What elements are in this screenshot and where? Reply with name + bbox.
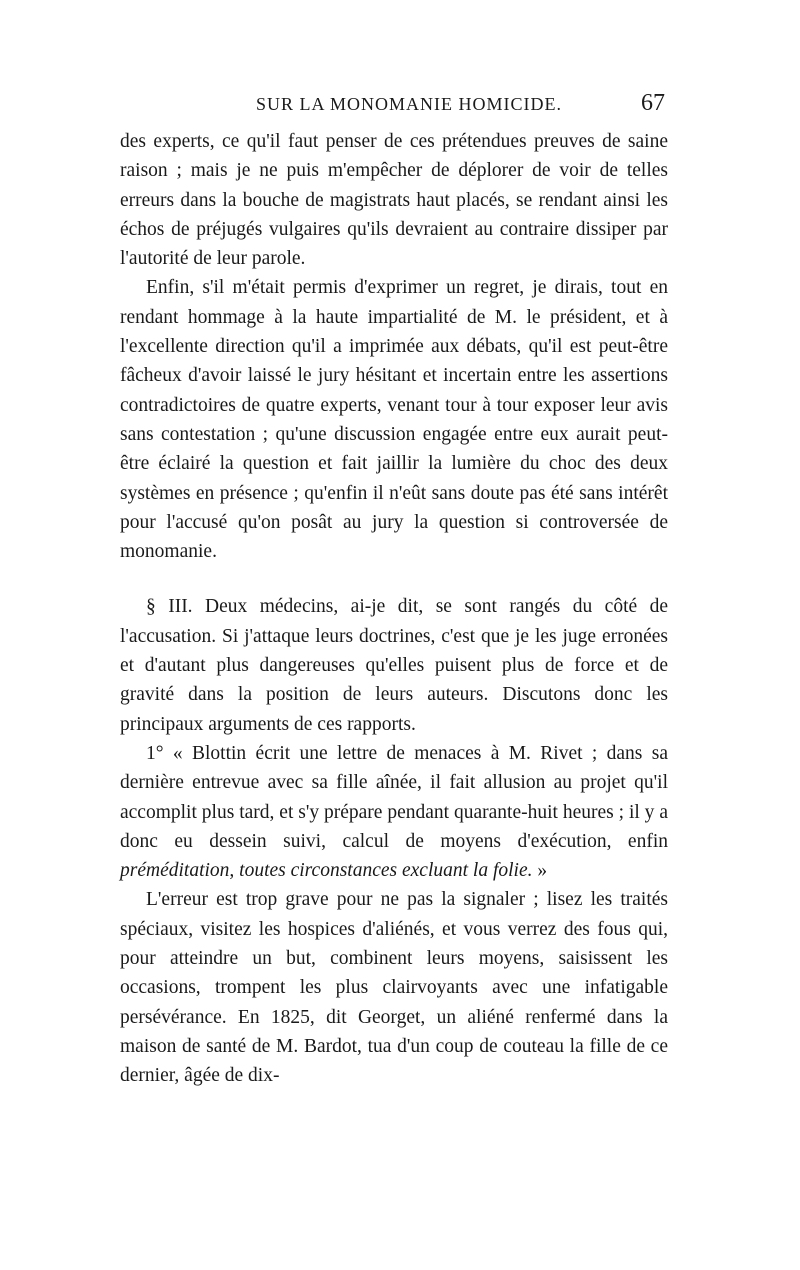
- page-header: [120, 90, 665, 124]
- running-title: SUR LA MONOMANIE HOMICIDE.: [256, 94, 563, 114]
- paragraph-1: des experts, ce qu'il faut penser de ces prétendues preuves de saine raison ; mais je ne puis m'empêcher de déplorer de voir de telles erreurs dans la bouche de magistrats haut placés, se rendant ainsi les échos de préjugés vulgaires qu'ils devraient au contraire dissiper par l'autorité de leur parole.: [120, 131, 668, 270]
- quotation-text: 1° « Blottin écrit une lettre de menaces à M. Rivet ; dans sa dernière entrevue avec sa fille aînée, il fait allusion au projet qu'il accomplit plus tard, et s'y prépare pendant quarante-huit heures ; il y a donc eu dessein suivi, calcul de moyens d'exécution, enfin: [120, 742, 668, 852]
- body-text: [120, 127, 668, 1091]
- paragraph-5: L'erreur est trop grave pour ne pas la signaler ; lisez les traités spéciaux, visitez les hospices d'aliénés, et vous verrez des fous qui, pour atteindre un but, combinent leurs moyens, saisissent les occasions, trompent les plus clairvoyants avec une infatigable persévérance. En 1825, dit Georget, un aliéné renfermé dans la maison de santé de M. Bardot, tua d'un coup de couteau la fille de ce dernier, âgée de dix-: [120, 889, 668, 1087]
- paragraph-2: Enfin, s'il m'était permis d'exprimer un regret, je dirais, tout en rendant hommage à la haute impartialité de M. le président, et à l'excellente direction qu'il a imprimée aux débats, qu'il est peut-être fâcheux d'avoir laissé le jury hésitant et incertain entre les assertions contradictoires de quatre experts, venant tour à tour exposer leur avis sans contestation ; qu'une discussion engagée entre eux aurait peut-être éclairé la question et fait jaillir la lumière du choc des deux systèmes en présence ; qu'enfin il n'eût sans doute pas été sans intérêt pour l'accusé qu'on posât au jury la question si controversée de monomanie.: [120, 277, 668, 563]
- paragraph-3-section-iii: § III. Deux médecins, ai-je dit, se sont rangés du côté de l'accusation. Si j'attaque leurs doctrines, c'est que je les juge erronées et d'autant plus dangereuses qu'elles puisent plus de force et de gravité dans la position de leurs auteurs. Discutons donc les principaux arguments de ces rapports.: [120, 596, 668, 735]
- page-number: 67: [641, 90, 665, 116]
- quotation-close: »: [532, 860, 548, 882]
- paragraph-4-quotation: [120, 739, 668, 885]
- quotation-italic-text: préméditation, toutes circonstances excluant la folie.: [120, 860, 533, 882]
